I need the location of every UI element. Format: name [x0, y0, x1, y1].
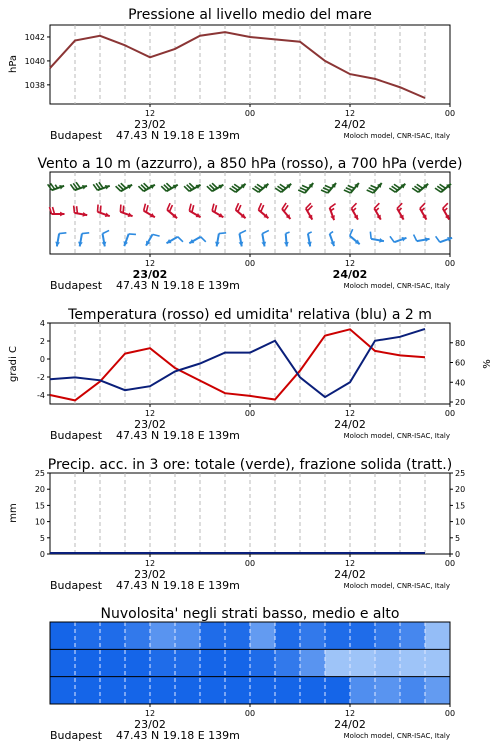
wind-barb-feather [330, 204, 336, 208]
wind-barb [275, 184, 291, 192]
wind-barb-feather [353, 208, 356, 211]
wind-barb [167, 203, 177, 218]
x-tick-label: 00 [444, 259, 456, 268]
y-tick-label: 4 [39, 319, 45, 328]
wind-barb-feather [308, 232, 312, 234]
wind-barb-feather [302, 185, 309, 188]
wind-barb-feather [238, 205, 241, 212]
x-tick-label: 00 [244, 559, 256, 568]
wind-barb [351, 203, 358, 219]
cloud-cell [125, 649, 151, 676]
wind-barb [212, 204, 223, 218]
wind-barb [239, 230, 246, 246]
cloud-cell [400, 677, 426, 704]
x-tick-label: 12 [144, 709, 156, 718]
cloud-cell [425, 677, 451, 704]
y-tick-label: 0 [39, 550, 45, 559]
precip-ylabel: mm [8, 503, 19, 523]
wind-barb-feather [55, 185, 57, 188]
cloud-cell [275, 649, 301, 676]
panel-frame [50, 473, 450, 554]
humidity-ylabel: % [482, 359, 493, 369]
wind-barb [261, 230, 268, 246]
wind-barb-feather [371, 185, 378, 188]
wind-barb [120, 205, 132, 217]
temperature-ylabel: gradi C [8, 346, 19, 382]
wind-barb [184, 183, 200, 191]
wind-barb [367, 183, 382, 193]
cloud-title: Nuvolosita' negli strati basso, medio e alto [100, 606, 400, 622]
y-tick-label: 5 [39, 533, 45, 543]
cloud-cell [325, 677, 351, 704]
date-label: 24/02 [334, 718, 366, 731]
wind-barb [390, 236, 406, 242]
wind-barb [98, 205, 110, 217]
x-tick-label: 00 [244, 709, 256, 718]
wind-barb [412, 184, 428, 192]
date-label: 24/02 [332, 268, 368, 281]
wind-barb-feather [330, 232, 333, 234]
wind-barb-feather [144, 204, 146, 211]
y-tick-label: 20 [34, 485, 45, 495]
wind-barb [236, 203, 246, 218]
pressure-line [50, 32, 425, 98]
cloud-cell [175, 649, 201, 676]
wind-barb-feather [367, 190, 374, 193]
wind-barb-feather [239, 230, 246, 233]
cloud-cell [275, 677, 301, 704]
wind-barb [330, 204, 336, 220]
wind-barb-feather [346, 188, 353, 191]
wind-barb-feather [348, 185, 355, 188]
wind-barb [70, 182, 86, 190]
wind-barb [78, 233, 89, 247]
cloud-cell [50, 649, 76, 676]
wind-barb-feather [351, 203, 356, 208]
cloud-cell [300, 677, 326, 704]
cloud-cell [225, 649, 251, 676]
wind-barb [420, 203, 427, 219]
wind-barb [370, 232, 384, 243]
x-tick-label: 12 [344, 259, 356, 268]
cloud-cell [75, 622, 101, 649]
cloud-cell [275, 622, 301, 649]
y-tick-label-right: 60 [455, 358, 466, 368]
wind-barb-feather [414, 235, 417, 242]
x-tick-label: 00 [444, 409, 456, 418]
wind-barb-feather [286, 232, 290, 233]
cloud-cell [350, 677, 376, 704]
wind-barb-feather [344, 190, 351, 193]
cloud-cell [150, 677, 176, 704]
wind-barb [189, 237, 205, 244]
wind-barb-feather [201, 237, 206, 242]
wind-barb-feather [325, 185, 332, 188]
wind-barb-feather [153, 234, 160, 236]
humidity-line [50, 329, 425, 397]
panel-0 [25, 25, 455, 142]
date-label: 24/02 [334, 118, 366, 131]
wind-barb-feather [321, 190, 328, 193]
wind-barb-feather [123, 206, 124, 213]
cloud-cell [350, 622, 376, 649]
location-station: Budapest [50, 279, 103, 292]
wind-barb-feather [74, 206, 75, 213]
wind-barb-feather [59, 233, 66, 234]
cloud-cell [375, 622, 401, 649]
x-tick-label: 00 [244, 409, 256, 418]
location-coords: 47.43 N 19.18 E 139m [116, 279, 240, 292]
y-tick-label: -2 [37, 373, 45, 382]
wind-barb [306, 203, 313, 219]
panel-3 [35, 469, 465, 592]
wind-barb-feather [443, 203, 448, 208]
wind-barb-feather [444, 208, 447, 211]
cloud-cell [300, 622, 326, 649]
y-tick-label: 25 [34, 469, 45, 478]
cloud-cell [400, 622, 426, 649]
wind-barb [215, 233, 226, 247]
location-station: Budapest [50, 129, 103, 142]
cloud-cell [375, 677, 401, 704]
location-coords: 47.43 N 19.18 E 139m [116, 129, 240, 142]
wind-barb [414, 235, 430, 242]
wind-barb [350, 229, 360, 244]
wind-barb [258, 203, 268, 218]
cloud-cell [50, 622, 76, 649]
wind-barb-feather [436, 236, 440, 242]
cloud-cell [250, 677, 276, 704]
date-label: 24/02 [334, 568, 366, 581]
wind-barb-head [284, 242, 289, 247]
wind-barb [321, 183, 336, 193]
wind-barb-feather [82, 233, 89, 234]
cloud-cell [100, 649, 126, 676]
y-tick-label: 2 [39, 337, 45, 346]
y-tick-label: 1042 [24, 32, 45, 42]
wind-barb [74, 206, 88, 217]
model-credit: Moloch model, CNR-ISAC, Italy [343, 732, 450, 740]
cloud-cell [425, 622, 451, 649]
cloud-cell [125, 622, 151, 649]
wind-barb [161, 183, 177, 191]
y-tick-label: 1038 [24, 80, 45, 90]
pressure-ylabel: hPa [8, 54, 19, 74]
wind-barb [435, 184, 451, 192]
wind-barb-feather [77, 206, 78, 213]
wind-barb-feather [120, 205, 121, 212]
temperature-title: Temperatura (rosso) ed umidita' relativa (blu) a 2 m [68, 307, 432, 323]
wind-barb-feather [399, 208, 402, 211]
cloud-cell [250, 622, 276, 649]
cloud-cell [125, 677, 151, 704]
y-tick-label: 1040 [24, 56, 45, 66]
wind-barb-feather [300, 188, 307, 191]
temperature-line [50, 329, 425, 400]
cloud-cell [325, 649, 351, 676]
wind-barb-head [60, 212, 64, 217]
y-tick-label-right: 10 [455, 517, 466, 527]
cloud-cell [75, 677, 101, 704]
cloud-cell [400, 649, 426, 676]
panel-frame [50, 323, 450, 404]
cloud-cell [150, 649, 176, 676]
cloud-cell [225, 622, 251, 649]
model-credit: Moloch model, CNR-ISAC, Italy [343, 282, 450, 290]
location-station: Budapest [50, 729, 103, 742]
date-label: 23/02 [134, 118, 166, 131]
wind-barb [282, 203, 290, 219]
cloud-cell [100, 622, 126, 649]
cloud-cell [175, 622, 201, 649]
cloud-cell [200, 677, 226, 704]
date-label: 23/02 [134, 418, 166, 431]
wind-barb-feather [258, 203, 261, 210]
wind-barb-feather [390, 236, 394, 242]
wind-barb [146, 234, 160, 245]
wind-barb [298, 183, 313, 193]
wind-barb-feather [421, 208, 424, 211]
x-tick-label: 00 [244, 259, 256, 268]
wind-barb [389, 184, 405, 192]
wind-barb-feather [100, 206, 101, 213]
panel-4 [50, 622, 455, 742]
wind-barb-feather [212, 204, 214, 211]
wind-barb-feather [331, 208, 334, 210]
y-tick-label: -4 [37, 391, 45, 400]
cloud-cell [200, 649, 226, 676]
wind-barb-feather [369, 188, 376, 191]
panel-1 [48, 172, 455, 292]
y-tick-label-right: 20 [455, 398, 466, 408]
cloud-cell [425, 649, 451, 676]
cloud-cell [175, 677, 201, 704]
cloud-cell [225, 677, 251, 704]
wind-barb-feather [129, 234, 136, 235]
wind-barb [397, 203, 404, 219]
x-tick-label: 00 [244, 109, 256, 118]
wind-barb-feather [192, 205, 194, 212]
location-coords: 47.43 N 19.18 E 139m [116, 729, 240, 742]
panel-2 [37, 319, 465, 442]
y-tick-label-right: 80 [455, 338, 466, 348]
wind-barb-feather [98, 205, 99, 212]
wind-barb-feather [178, 237, 183, 242]
y-tick-label-right: 20 [455, 485, 466, 495]
location-coords: 47.43 N 19.18 E 139m [116, 579, 240, 592]
wind-barb-feather [215, 205, 217, 212]
date-label: 24/02 [334, 418, 366, 431]
wind-barb-feather [167, 203, 170, 210]
cloud-cell [375, 649, 401, 676]
wind-barb [230, 184, 246, 192]
wind-barb-feather [370, 232, 371, 239]
wind-barb [55, 233, 66, 247]
wind-barb-feather [53, 207, 55, 214]
location-station: Budapest [50, 579, 103, 592]
date-label: 23/02 [134, 568, 166, 581]
wind-barb [93, 182, 109, 190]
wind-barb-feather [298, 190, 305, 193]
date-label: 23/02 [134, 718, 166, 731]
cloud-cell [50, 677, 76, 704]
x-tick-label: 12 [344, 559, 356, 568]
wind-barb-feather [103, 230, 110, 233]
x-tick-label: 12 [344, 109, 356, 118]
model-credit: Moloch model, CNR-ISAC, Italy [343, 132, 450, 140]
wind-barb [50, 207, 65, 216]
wind-barb [144, 204, 155, 218]
panel-frame [50, 172, 450, 254]
wind-barb [138, 183, 154, 191]
wind-barb-feather [420, 203, 425, 208]
wind-barb [443, 203, 450, 219]
x-tick-label: 12 [344, 709, 356, 718]
y-tick-label-right: 15 [455, 501, 466, 511]
wind-barb [307, 232, 312, 246]
y-tick-label-right: 0 [455, 550, 461, 559]
y-tick-label: 0 [39, 355, 45, 364]
precip-title: Precip. acc. in 3 ore: totale (verde), frazione solida (tratt.) [47, 457, 453, 473]
cloud-cell [300, 649, 326, 676]
y-tick-label: 10 [34, 517, 45, 527]
x-tick-label: 00 [444, 709, 456, 718]
model-credit: Moloch model, CNR-ISAC, Italy [343, 432, 450, 440]
y-tick-label-right: 5 [455, 533, 461, 543]
wind-barb-feather [323, 188, 330, 191]
wind-barb [189, 204, 200, 218]
x-tick-label: 12 [144, 109, 156, 118]
x-tick-label: 00 [444, 559, 456, 568]
cloud-cell [350, 649, 376, 676]
wind-barb-feather [376, 208, 379, 211]
wind-barb-feather [236, 203, 239, 210]
wind-barb [344, 183, 359, 193]
cloud-cell [100, 677, 126, 704]
wind-barb-feather [169, 205, 172, 212]
x-tick-label: 00 [444, 109, 456, 118]
wind-barb [330, 232, 335, 247]
x-tick-label: 12 [144, 559, 156, 568]
wind-barb-feather [219, 233, 226, 234]
wind-barb [207, 183, 223, 191]
wind-barb [102, 230, 109, 246]
x-tick-label: 12 [144, 259, 156, 268]
wind-barb [116, 183, 132, 191]
cloud-cell [75, 649, 101, 676]
date-label: 23/02 [132, 268, 168, 281]
cloud-cell [325, 622, 351, 649]
y-tick-label-right: 25 [455, 469, 466, 478]
y-tick-label-right: 40 [455, 378, 466, 388]
wind-barb-feather [146, 205, 148, 212]
model-credit: Moloch model, CNR-ISAC, Italy [343, 582, 450, 590]
cloud-cell [150, 622, 176, 649]
cloud-cell [200, 622, 226, 649]
wind-barb-feather [262, 230, 269, 233]
location-coords: 47.43 N 19.18 E 139m [116, 429, 240, 442]
y-tick-label: 15 [34, 501, 45, 511]
wind-barb [252, 184, 268, 192]
x-tick-label: 12 [344, 409, 356, 418]
wind-barb [284, 232, 290, 246]
x-tick-label: 12 [144, 409, 156, 418]
wind-title: Vento a 10 m (azzurro), a 850 hPa (rosso), a 700 hPa (verde) [37, 156, 463, 172]
wind-barb-feather [261, 205, 264, 212]
location-station: Budapest [50, 429, 103, 442]
cloud-cell [250, 649, 276, 676]
wind-barb-feather [189, 204, 191, 211]
pressure-title: Pressione al livello medio del mare [128, 7, 372, 23]
